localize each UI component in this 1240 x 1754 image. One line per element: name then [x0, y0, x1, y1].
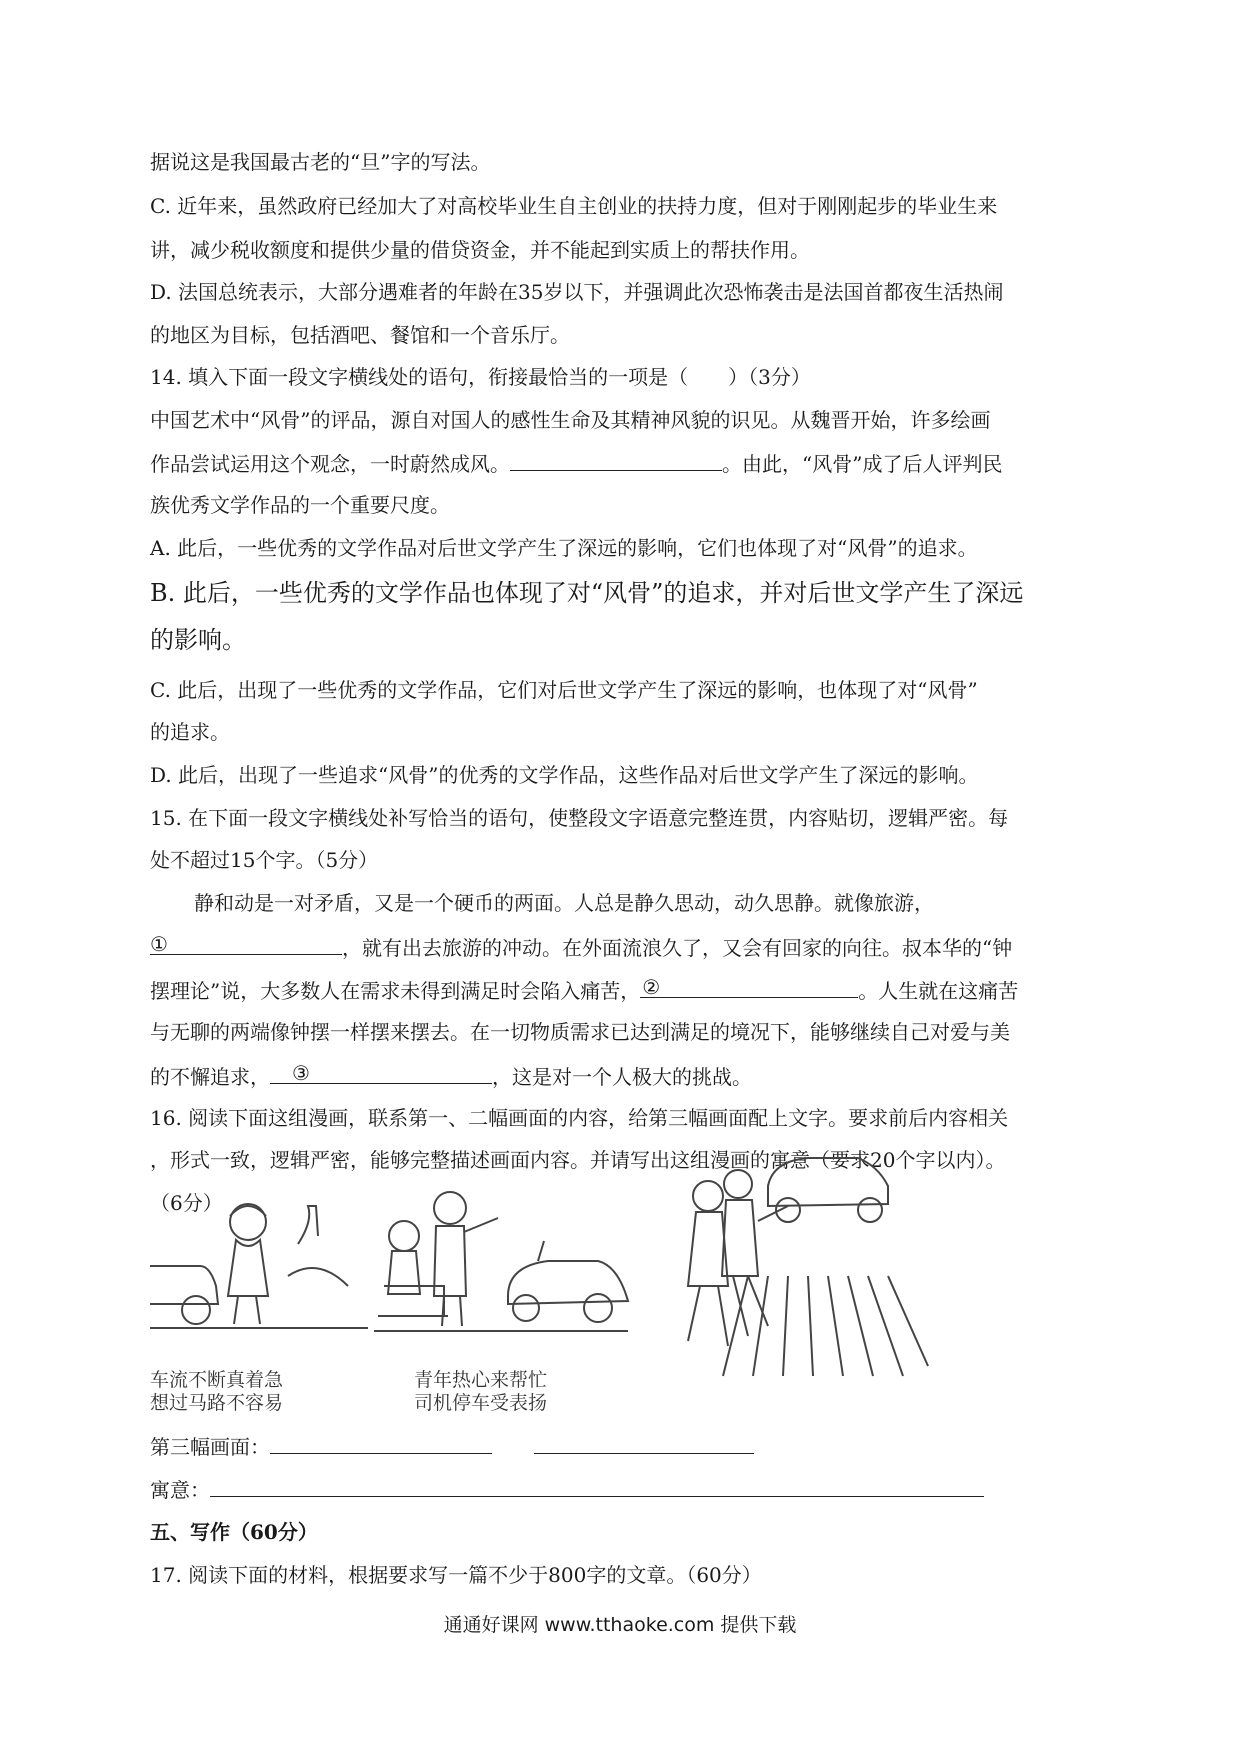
comic-caption-2b: 司机停车受表扬: [414, 1392, 548, 1414]
q15-passage-line: 与无聊的两端像钟摆一样摆来摆去。在一切物质需求已达到满足的境况下，能够继续自己对爱与美: [150, 1020, 1010, 1044]
text-line: C. 近年来，虽然政府已经加大了对高校毕业生自主创业的扶持力度，但对于刚刚起步的毕业生来: [150, 194, 998, 218]
section-5-heading: 五、写作（60分）: [150, 1520, 318, 1544]
question-14: 14. 填入下面一段文字横线处的语句，衔接最恰当的一项是（ ）（3分）: [150, 365, 811, 389]
question-15-cont: 处不超过15个字。（5分）: [150, 848, 379, 872]
q15-passage-text: 。人生就在这痛苦: [858, 979, 1019, 1003]
blank-marker: ②: [642, 975, 661, 999]
q15-passage-line: [150, 1061, 752, 1089]
q15-passage-text: 摆理论”说，大多数人在需求未得到满足时会陷入痛苦，: [150, 979, 641, 1003]
blank-marker: ③: [292, 1061, 310, 1085]
text-line: D. 法国总统表示，大部分遇难者的年龄在35岁以下，并强调此次恐怖袭击是法国首都夜生活热闹: [150, 280, 1004, 304]
q14-passage-line: 中国艺术中“风骨”的评品，源自对国人的感性生命及其精神风貌的识见。从魏晋开始，许多绘画: [150, 408, 991, 432]
question-17: 17. 阅读下面的材料，根据要求写一篇不少于800字的文章。（60分）: [150, 1563, 762, 1587]
q15-passage-line: 静和动是一对矛盾，又是一个硬币的两面。人总是静久思动，动久思静。就像旅游，: [194, 891, 934, 915]
option-d: D. 此后，出现了一些追求“风骨”的优秀的文学作品，这些作品对后世文学产生了深远的影响。: [150, 763, 979, 787]
question-16-cont: ，形式一致，逻辑严密，能够完整描述画面内容。并请写出这组漫画的寓意（要求20个字以内）。: [150, 1148, 1006, 1172]
q15-passage-line: [150, 975, 1019, 1003]
q15-passage-text: ，这是对一个人极大的挑战。: [492, 1065, 752, 1089]
comic-strip: [148, 1126, 930, 1416]
blank-marker: ①: [150, 932, 168, 956]
option-a: A. 此后，一些优秀的文学作品对后世文学产生了深远的影响，它们也体现了对“风骨”的追求。: [150, 536, 978, 560]
q15-blank-3[interactable]: [270, 1061, 492, 1085]
q15-passage-text: 的不懈追求，: [150, 1065, 270, 1089]
third-panel-line: [150, 1435, 754, 1457]
moral-line: [150, 1478, 984, 1500]
comic-caption-2a: 青年热心来帮忙: [414, 1369, 548, 1391]
comic-panel-3: [688, 1158, 928, 1376]
third-panel-blank-2[interactable]: [534, 1435, 754, 1454]
comic-caption-1b: 想过马路不容易: [150, 1392, 284, 1414]
comic-caption-1a: 车流不断真着急: [150, 1369, 284, 1391]
footer: 通通好课网 www.tthaoke.com 提供下载: [443, 1614, 797, 1636]
question-15: 15. 在下面一段文字横线处补写恰当的语句，使整段文字语意完整连贯，内容贴切，逻辑严密。每: [150, 806, 1009, 830]
question-16: 16. 阅读下面这组漫画，联系第一、二幅画面的内容，给第三幅画面配上文字。要求前后内容相关: [150, 1106, 1009, 1130]
text-line: 讲，减少税收额度和提供少量的借贷资金，并不能起到实质上的帮扶作用。: [150, 238, 810, 262]
q14-passage-line: 族优秀文学作品的一个重要尺度。: [150, 493, 450, 517]
question-16-points: （6分）: [150, 1191, 223, 1215]
q14-passage-line: [150, 452, 1002, 474]
moral-label: 寓意：: [150, 1478, 210, 1502]
q14-passage-text: 。由此，“风骨”成了后人评判民: [722, 452, 1003, 476]
q14-blank[interactable]: [510, 452, 722, 471]
q15-blank-2[interactable]: [640, 975, 858, 999]
q15-passage-text: ，就有出去旅游的冲动。在外面流浪久了，又会有回家的向往。叔本华的“钟: [342, 936, 1013, 960]
text-line: 的地区为目标，包括酒吧、餐馆和一个音乐厅。: [150, 323, 570, 347]
comic-panel-2: [374, 1192, 628, 1331]
third-panel-label: 第三幅画面：: [150, 1435, 270, 1459]
third-panel-blank-1[interactable]: [270, 1435, 492, 1454]
q15-blank-1[interactable]: [150, 932, 342, 956]
q15-passage-line: [150, 932, 1013, 960]
moral-blank[interactable]: [210, 1478, 984, 1497]
comic-drawing: [148, 1126, 930, 1416]
comic-panel-1: [150, 1204, 368, 1328]
q14-passage-text: 作品尝试运用这个观念，一时蔚然成风。: [150, 452, 510, 476]
option-c: C. 此后，出现了一些优秀的文学作品，它们对后世文学产生了深远的影响，也体现了对“风骨”: [150, 678, 978, 702]
option-b: B. 此后，一些优秀的文学作品也体现了对“风骨”的追求，并对后世文学产生了深远: [150, 579, 1024, 607]
option-c-cont: 的追求。: [150, 720, 230, 744]
text-line: 据说这是我国最古老的“旦”字的写法。: [150, 150, 491, 174]
option-b-cont: 的影响。: [150, 626, 246, 654]
